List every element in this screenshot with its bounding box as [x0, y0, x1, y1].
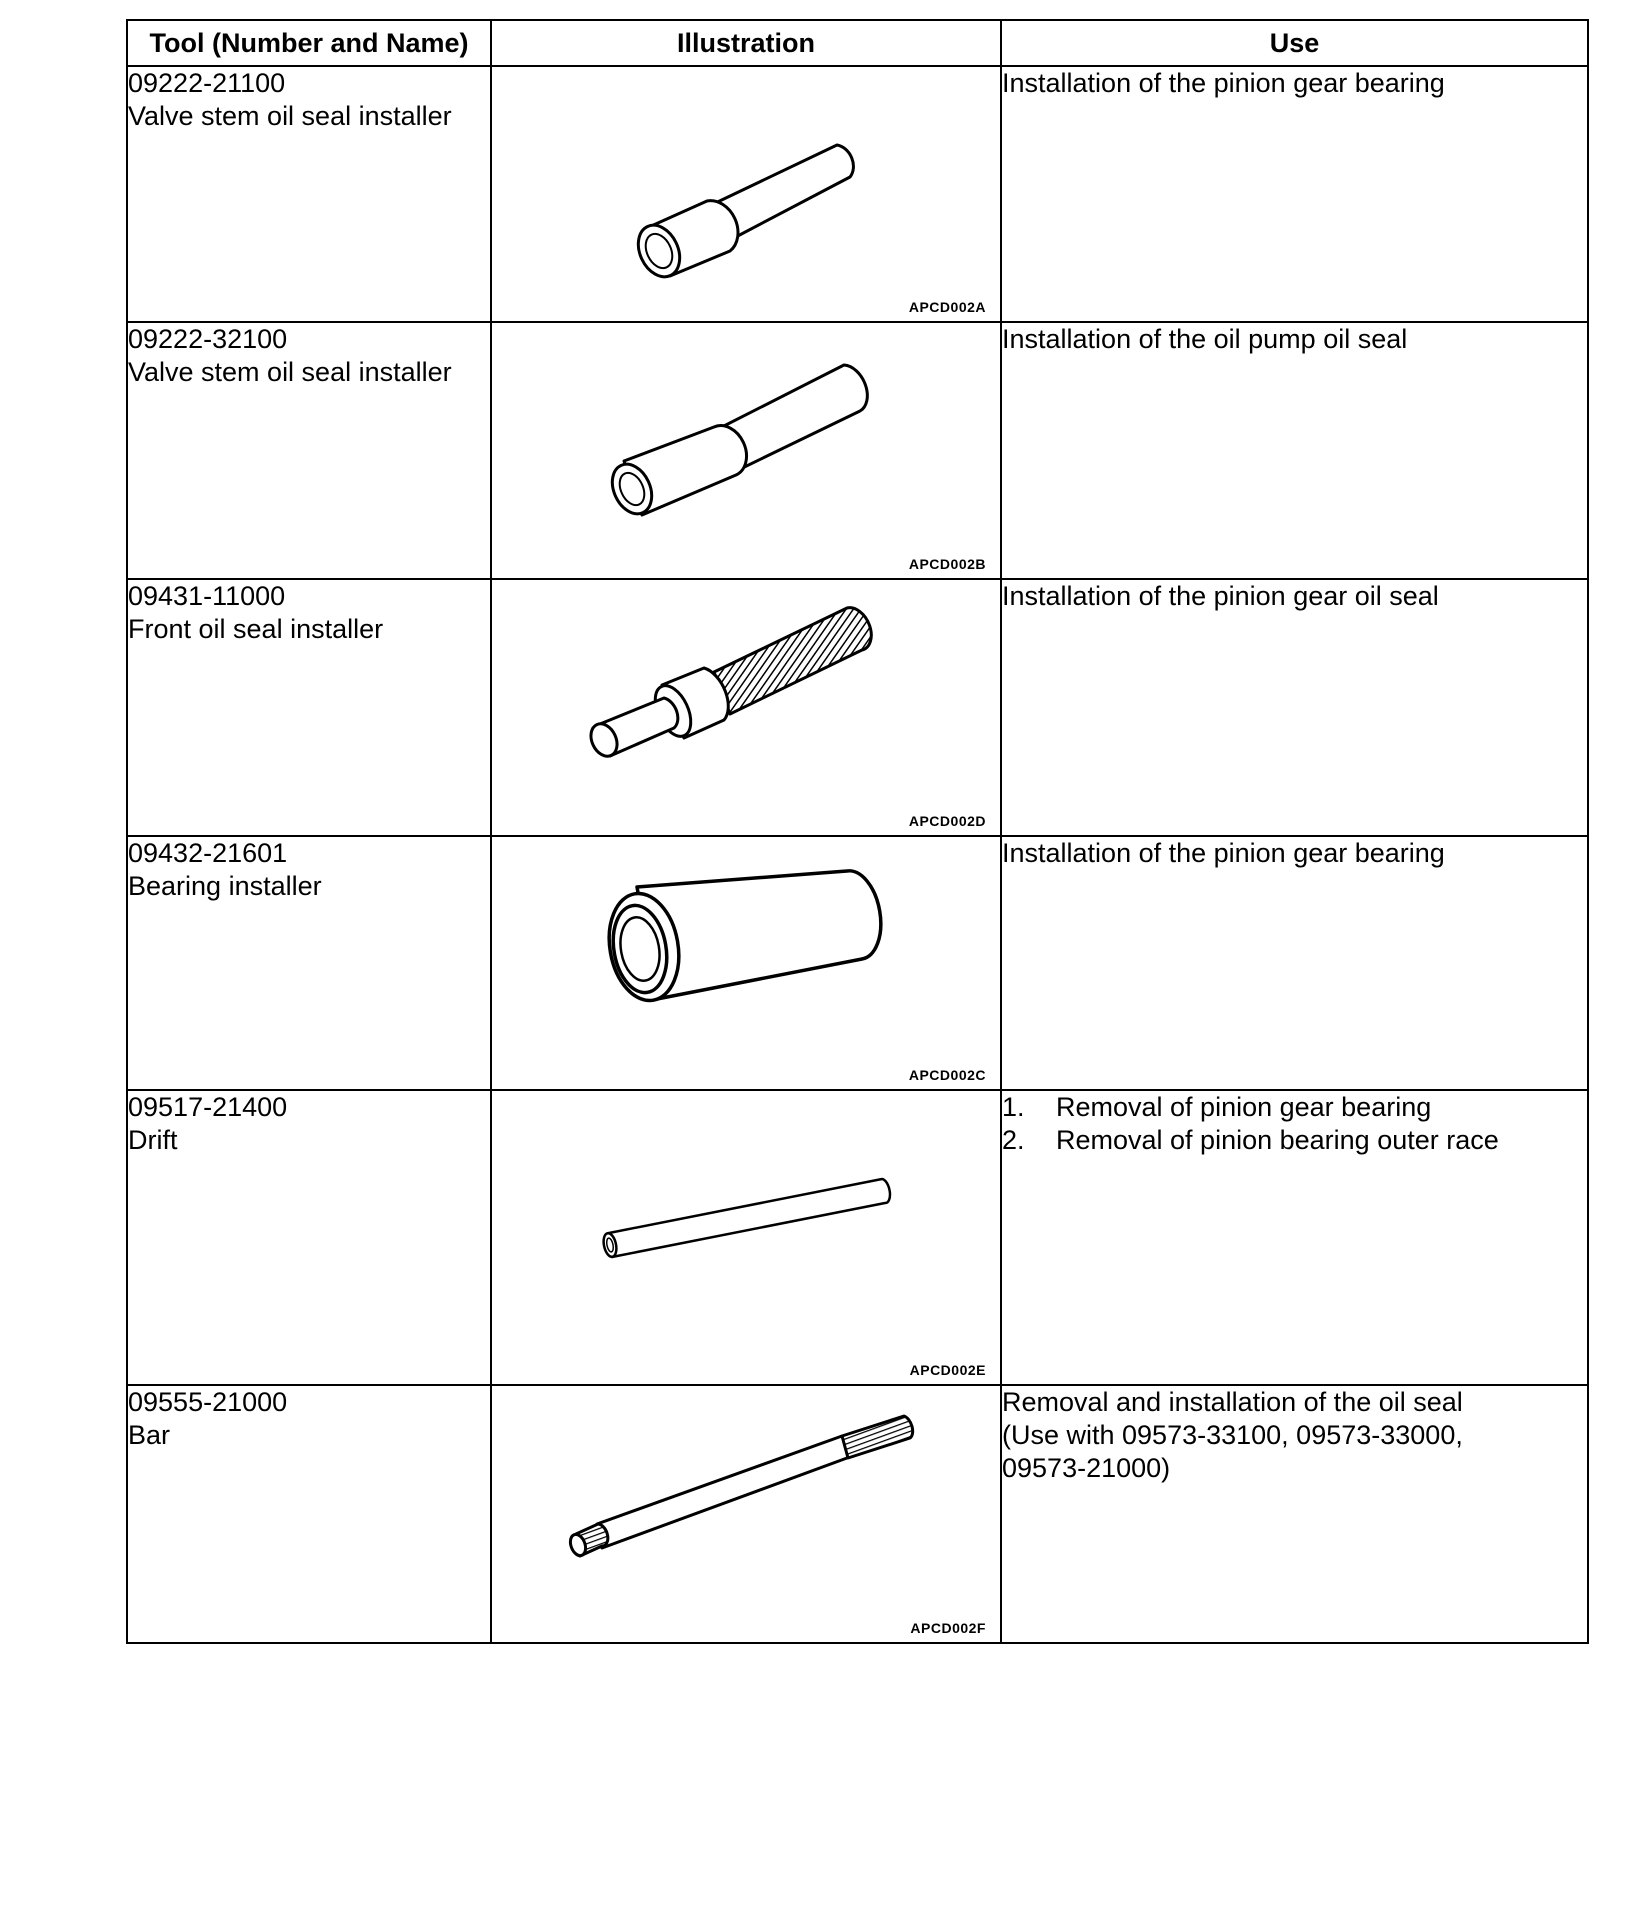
- tool-number: 09432-21601: [128, 838, 288, 868]
- tool-name: Valve stem oil seal installer: [128, 101, 452, 131]
- header-use: Use: [1001, 20, 1588, 66]
- table-header-row: [127, 20, 1588, 66]
- tool-number: 09517-21400: [128, 1092, 288, 1122]
- header-illustration: Illustration: [491, 20, 1001, 66]
- use-text: Installation of the oil pump oil seal: [1002, 324, 1408, 354]
- figure-code: APCD002F: [910, 1620, 986, 1636]
- illustration-cell: [491, 1090, 1001, 1385]
- illustration-cell: [491, 1385, 1001, 1643]
- tool-cell: [127, 322, 491, 579]
- use-text: Installation of the pinion gear bearing: [1002, 838, 1445, 868]
- tool-name: Bearing installer: [128, 871, 322, 901]
- table-row: [127, 836, 1588, 1090]
- figure-code: APCD002E: [909, 1362, 986, 1378]
- figure-code: APCD002A: [908, 299, 986, 315]
- illustration-cell: [491, 579, 1001, 836]
- use-cell: [1001, 322, 1588, 579]
- tool-cell: [127, 836, 491, 1090]
- use-text: (Use with 09573-33100, 09573-33000,: [1002, 1420, 1463, 1450]
- use-text: Removal of pinion gear bearing: [1056, 1092, 1432, 1122]
- use-text: Removal of pinion bearing outer race: [1056, 1125, 1499, 1155]
- use-text: Installation of the pinion gear bearing: [1002, 68, 1445, 98]
- figure-code: APCD002B: [908, 556, 986, 572]
- threaded-bar-icon: [492, 1386, 1002, 1644]
- list-item: [1002, 1091, 1587, 1124]
- tool-name: Bar: [128, 1420, 171, 1450]
- list-number: 2.: [1002, 1125, 1025, 1155]
- illustration-cell: [491, 322, 1001, 579]
- use-cell: [1001, 1385, 1588, 1643]
- illustration-cell: [491, 836, 1001, 1090]
- illustration-cell: [491, 66, 1001, 322]
- bearing-installer-icon: [492, 837, 1002, 1091]
- cylindrical-installer-icon: [492, 67, 1002, 323]
- tool-name: Valve stem oil seal installer: [128, 357, 452, 387]
- table-row: [127, 1385, 1588, 1643]
- use-cell: [1001, 836, 1588, 1090]
- tool-name: Front oil seal installer: [128, 614, 384, 644]
- tool-number: 09431-11000: [128, 581, 286, 611]
- use-list: [1002, 1091, 1587, 1157]
- use-cell: [1001, 1090, 1588, 1385]
- use-text: Installation of the pinion gear oil seal: [1002, 581, 1439, 611]
- tool-name: Drift: [128, 1125, 178, 1155]
- table-row: [127, 66, 1588, 322]
- figure-code: APCD002D: [908, 813, 986, 829]
- list-number: 1.: [1002, 1092, 1025, 1122]
- use-text: 09573-21000): [1002, 1453, 1171, 1483]
- list-item: [1002, 1124, 1587, 1157]
- tool-cell: [127, 1385, 491, 1643]
- special-tools-table: [126, 19, 1589, 1644]
- use-cell: [1001, 579, 1588, 836]
- figure-code: APCD002C: [908, 1067, 986, 1083]
- use-text: Removal and installation of the oil seal: [1002, 1387, 1463, 1417]
- tool-cell: [127, 66, 491, 322]
- header-tool: Tool (Number and Name): [127, 20, 491, 66]
- table-row: [127, 579, 1588, 836]
- stepped-installer-icon: [492, 323, 1002, 580]
- drift-rod-icon: [492, 1091, 1002, 1386]
- front-seal-installer-icon: [492, 580, 1002, 837]
- table-row: [127, 322, 1588, 579]
- table-row: [127, 1090, 1588, 1385]
- tool-number: 09222-21100: [128, 68, 286, 98]
- tool-number: 09555-21000: [128, 1387, 288, 1417]
- tool-number: 09222-32100: [128, 324, 288, 354]
- use-cell: [1001, 66, 1588, 322]
- tool-cell: [127, 579, 491, 836]
- tool-cell: [127, 1090, 491, 1385]
